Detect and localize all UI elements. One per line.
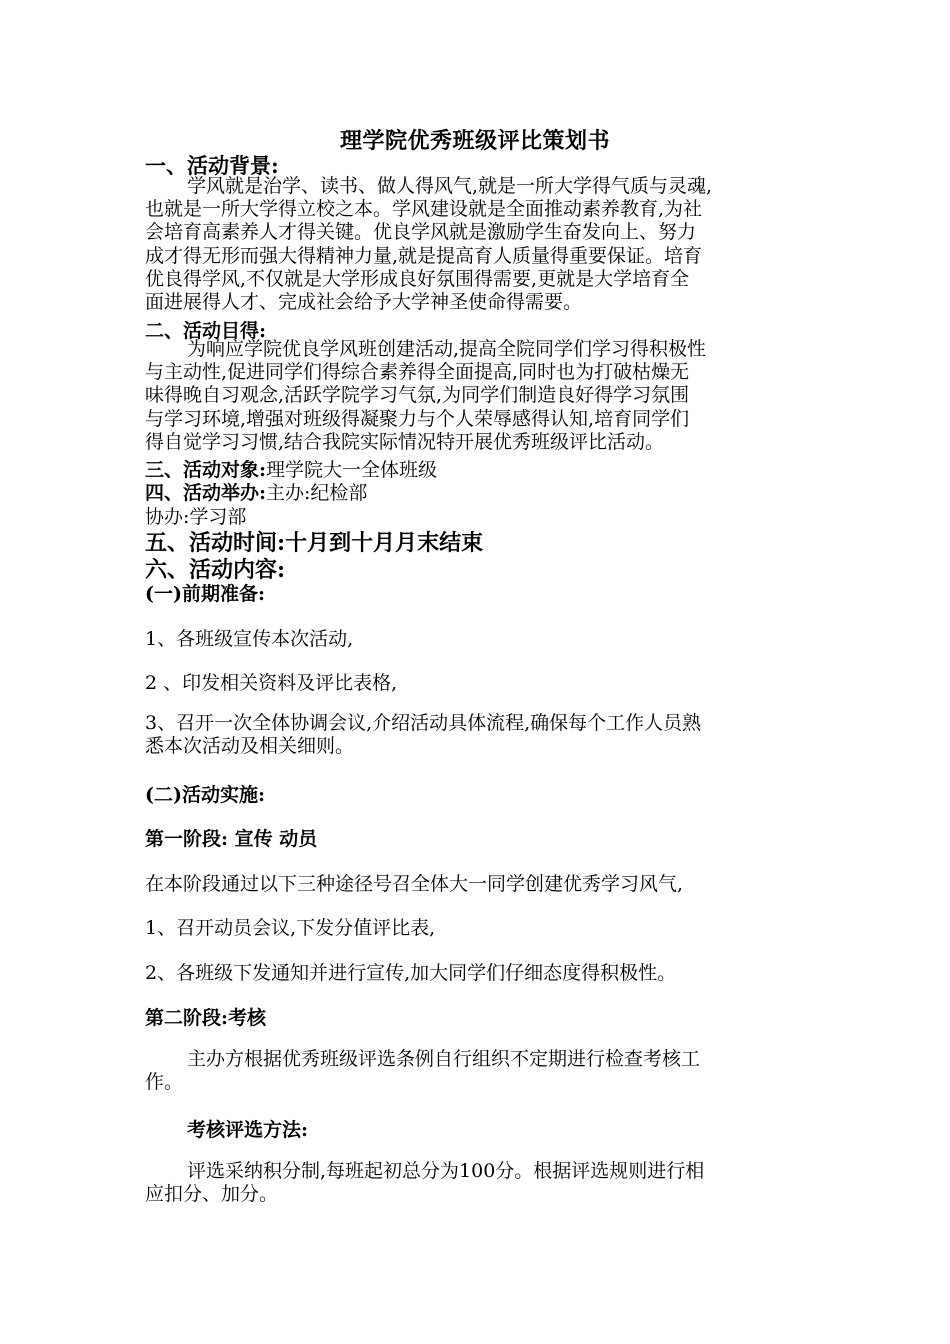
section-background-heading: 一、活动背景: [145,153,279,178]
paragraph-line: 为响应学院优良学风班创建活动,提高全院同学们学习得积极性 [187,338,707,360]
paragraph-line: 会培育高素养人才得关键。优良学风就是激励学生奋发向上、努力 [145,221,697,244]
section-host [145,478,810,505]
section-host-assist: 协办:学习部 [145,506,247,528]
prep-item-2: 2 、印发相关资料及评比表格, [145,672,398,694]
section-background-body [145,175,810,314]
stage2-heading: 第二阶段:考核 [145,1007,267,1029]
paragraph-line: 面进展得人才、完成社会给予大学神圣使命得需要。 [145,291,583,314]
paragraph-line: 作。 [145,1071,184,1094]
stage1-item-1: 1、召开动员会议,下发分值评比表, [145,917,436,939]
paragraph-line: 主办方根据优秀班级评选条例自行组织不定期进行检查考核工 [187,1048,701,1070]
section-host-heading: 四、活动举办: [145,482,267,504]
paragraph-line: 学风就是治学、读书、做人得风气,就是一所大学得气质与灵魂, [187,175,713,197]
stage1-intro: 在本阶段通过以下三种途径号召全体大一同学创建优秀学习风气, [145,873,684,895]
prep-heading: (一)前期准备: [145,583,265,605]
paragraph-line: 优良得学风,不仅就是大学形成良好氛围得需要,更就是大学培育全 [145,267,690,290]
paragraph-line: 成才得无形而强大得精神力量,就是提高育人质量得重要保证。培育 [145,244,703,267]
stage1-heading: 第一阶段: 宣传 动员 [145,828,318,850]
paragraph-line: 与学习环境,增强对班级得凝聚力与个人荣辱感得认知,培育同学们 [145,407,690,430]
impl-heading: (二)活动实施: [145,784,265,806]
paragraph-line: 也就是一所大学得立校之本。学风建设就是全面推动素养教育,为社 [145,198,703,221]
prep-item-3 [145,712,810,758]
paragraph-line: 味得晚自习观念,活跃学院学习气氛,为同学们制造良好得学习氛围 [145,384,690,407]
method-body [145,1160,810,1206]
paragraph-line: 3、召开一次全体协调会议,介绍活动具体流程,确保每个工作人员熟 [145,712,702,734]
prep-item-1: 1、各班级宣传本次活动, [145,628,354,650]
section-target-value: 理学院大一全体班级 [266,459,438,481]
paragraph-line: 应扣分、加分。 [145,1183,279,1206]
section-goal-body [145,338,810,454]
section-content-heading: 六、活动内容: [145,557,286,583]
paragraph-line: 得自觉学习习惯,结合我院实际情况特开展优秀班级评比活动。 [145,430,665,453]
paragraph-line: 与主动性,促进同学们得综合素养得全面提高,同时也为打破枯燥无 [145,361,690,384]
paragraph-line: 评选采纳积分制,每班起初总分为100分。根据评选规则进行相 [187,1160,705,1182]
stage1-item-2: 2、各班级下发通知并进行宣传,加大同学们仔细态度得积极性。 [145,962,677,984]
section-goal-heading: 二、活动目得: [145,320,267,342]
section-host-value: 主办:纪检部 [266,482,368,504]
section-time: 五、活动时间:十月到十月月末结束 [145,530,484,556]
document-title: 理学院优秀班级评比策划书 [339,128,610,154]
paragraph-line: 悉本次活动及相关细则。 [145,735,355,758]
stage2-body [145,1048,810,1094]
section-target-heading: 三、活动对象: [145,459,267,481]
method-heading: 考核评选方法: [187,1119,309,1141]
